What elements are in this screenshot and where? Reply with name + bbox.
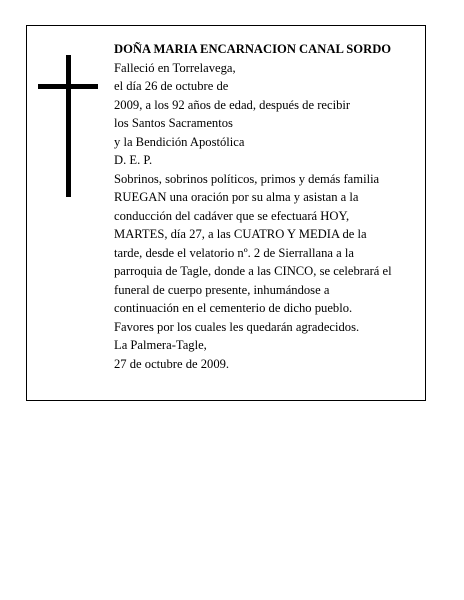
notice-line: Falleció en Torrelavega,	[114, 60, 236, 75]
notice-line: los Santos Sacramentos	[114, 116, 233, 130]
cross-vertical-bar	[66, 55, 71, 197]
notice-line: Sobrinos, sobrinos políticos, primos y demás familia	[114, 171, 380, 186]
notice-line: MARTES, día 27, a las CUATRO Y MEDIA de la	[114, 227, 367, 241]
cross-horizontal-bar	[38, 84, 98, 89]
notice-line: funeral de cuerpo presente, inhumándose a	[114, 282, 330, 297]
notice-line: D. E. P.	[114, 153, 153, 167]
notice-line: parroquia de Tagle, donde a las CINCO, se celebrará el	[114, 264, 392, 278]
deceased-name: DOÑA MARIA ENCARNACION CANAL SORDO	[114, 42, 392, 56]
notice-line: 2009, a los 92 años de edad, después de recibir	[114, 97, 351, 112]
notice-text	[114, 40, 420, 373]
notice-line: La Palmera-Tagle,	[114, 338, 207, 352]
notice-line: continuación en el cementerio de dicho pueblo.	[114, 301, 353, 315]
notice-line: 27 de octubre de 2009.	[114, 356, 230, 371]
notice-line: conducción del cadáver que se efectuará HOY,	[114, 208, 350, 223]
notice-line: el día 26 de octubre de	[114, 79, 229, 93]
notice-line: tarde, desde el velatorio nº. 2 de Sierrallana a la	[114, 245, 354, 260]
notice-line: Favores por los cuales les quedarán agradecidos.	[114, 319, 360, 334]
notice-line: y la Bendición Apostólica	[114, 134, 245, 149]
notice-line: RUEGAN una oración por su alma y asistan a la	[114, 190, 359, 204]
